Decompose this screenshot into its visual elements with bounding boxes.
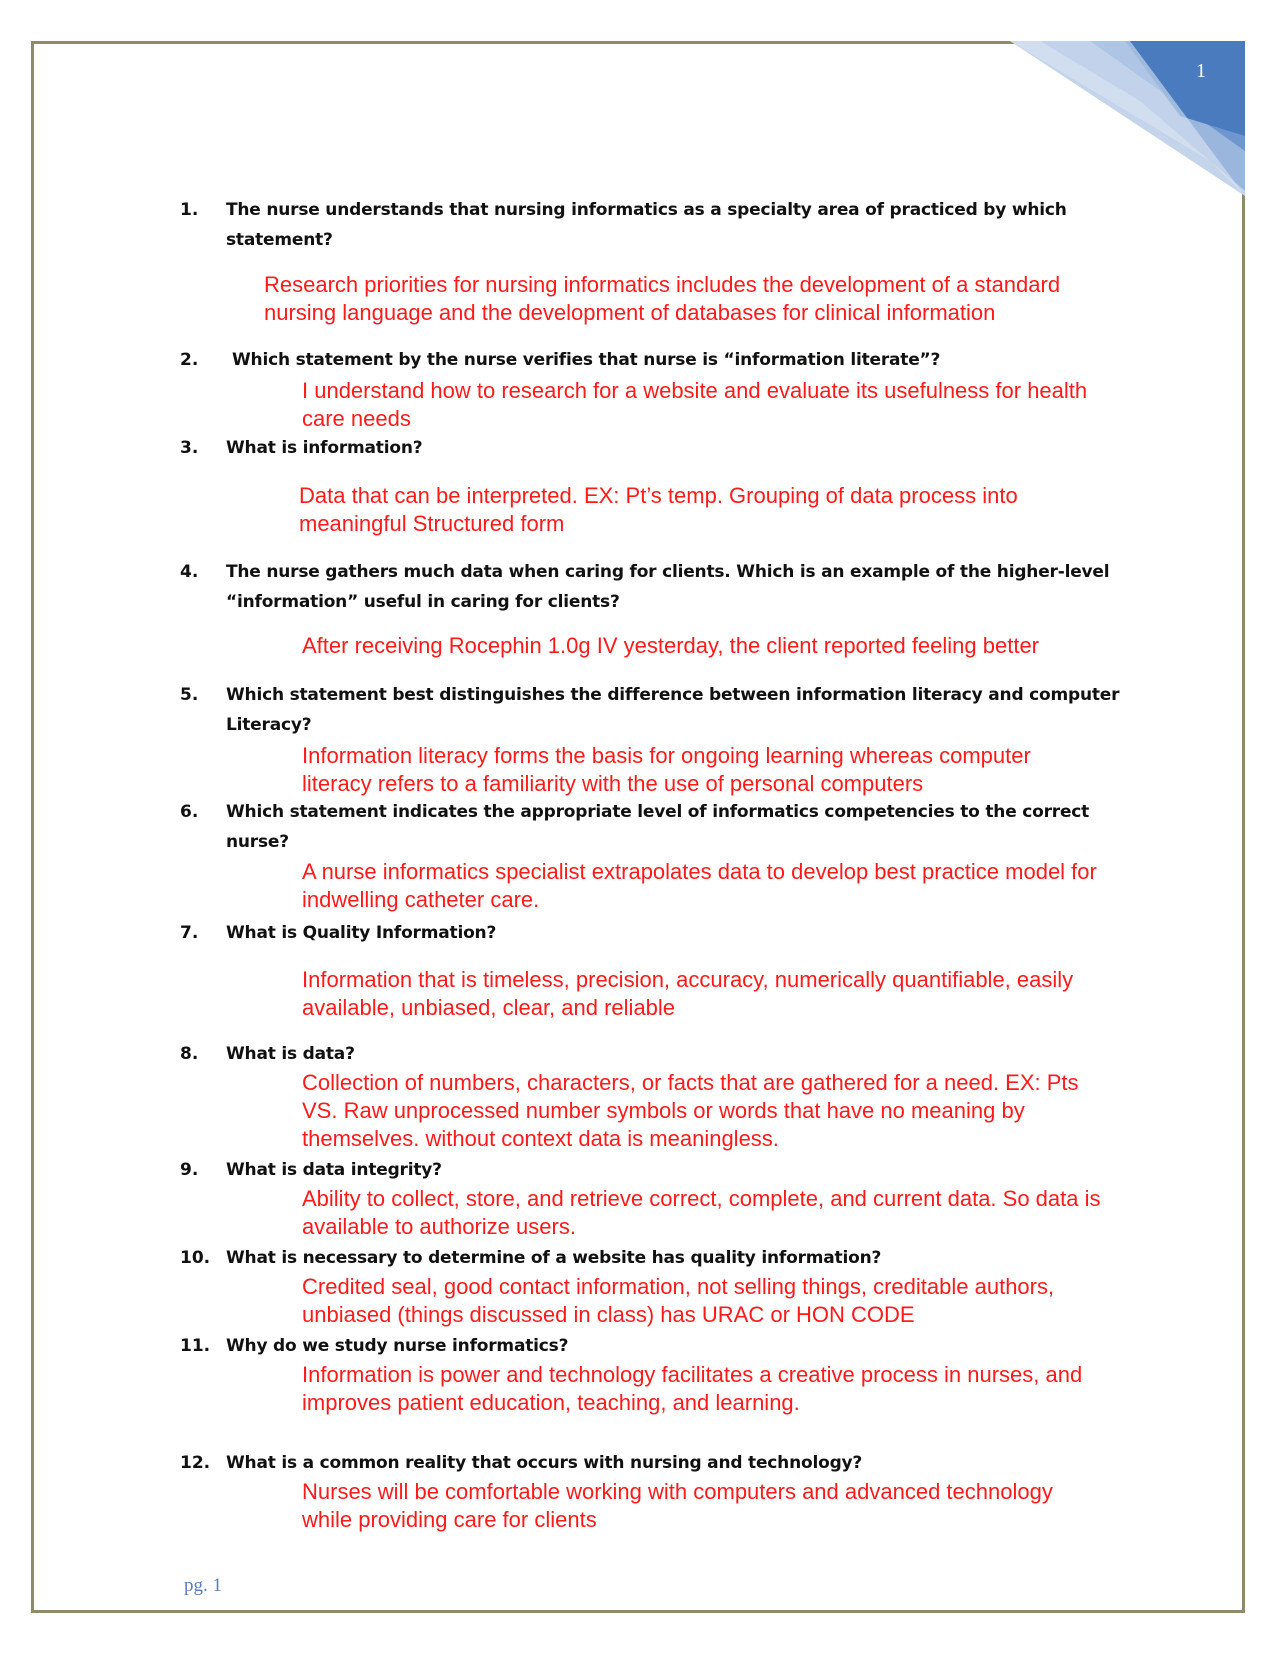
question-number: 7. bbox=[180, 923, 199, 943]
answer-text: Collection of numbers, characters, or facts that are gathered for a need. EX: Pts VS. Raw unprocessed number symbols or words that have no meaning by themselves. without context data is meaningless. bbox=[302, 1070, 1079, 1151]
question-number: 10. bbox=[180, 1248, 211, 1268]
question-number: 11. bbox=[180, 1336, 211, 1356]
question-number: 6. bbox=[180, 802, 199, 822]
question-number: 8. bbox=[180, 1044, 199, 1064]
question-number: 12. bbox=[180, 1453, 211, 1473]
question-number: 2. bbox=[180, 350, 199, 370]
question-number: 4. bbox=[180, 562, 199, 582]
question-text: What is Quality Information? bbox=[226, 923, 497, 943]
question-text: Which statement indicates the appropriate level of informatics competencies to the correct nurse? bbox=[226, 802, 1090, 852]
question-text: Which statement best distinguishes the difference between information literacy and computer Literacy? bbox=[226, 685, 1120, 735]
question-text: The nurse understands that nursing informatics as a specialty area of practiced by which statement? bbox=[226, 200, 1067, 250]
answer-text: I understand how to research for a website and evaluate its usefulness for health care needs bbox=[302, 378, 1088, 431]
question-number: 3. bbox=[180, 438, 199, 458]
question-number: 9. bbox=[180, 1160, 199, 1180]
footer-page-label: pg. 1 bbox=[184, 1575, 222, 1596]
answer-text: Information is power and technology facilitates a creative process in nurses, and improves patient education, teaching, and learning. bbox=[302, 1362, 1083, 1415]
question-text: Why do we study nurse informatics? bbox=[226, 1336, 569, 1356]
question-number: 5. bbox=[180, 685, 199, 705]
answer-text: Information literacy forms the basis for ongoing learning whereas computer literacy refers to a familiarity with the use of personal computers bbox=[302, 743, 1031, 796]
answer-text: Information that is timeless, precision, accuracy, numerically quantifiable, easily available, unbiased, clear, and reliable bbox=[302, 967, 1074, 1020]
page-number: 1 bbox=[1196, 60, 1206, 82]
question-text: What is a common reality that occurs with nursing and technology? bbox=[226, 1453, 863, 1473]
answer-text: Data that can be interpreted. EX: Pt’s temp. Grouping of data process into meaningful Structured form bbox=[299, 483, 1018, 536]
answer-text: Ability to collect, store, and retrieve correct, complete, and current data. So data is available to authorize users. bbox=[302, 1186, 1101, 1239]
answer-text: Credited seal, good contact information, not selling things, creditable authors, unbiased (things discussed in class) has URAC or HON CODE bbox=[302, 1274, 1055, 1327]
question-text: What is data? bbox=[226, 1044, 355, 1064]
question-text: The nurse gathers much data when caring for clients. Which is an example of the higher-level “information” useful in caring for clients? bbox=[226, 562, 1110, 612]
question-text: What is data integrity? bbox=[226, 1160, 442, 1180]
question-text: What is necessary to determine of a website has quality information? bbox=[226, 1248, 882, 1268]
answer-text: Nurses will be comfortable working with computers and advanced technology while providing care for clients bbox=[302, 1479, 1053, 1532]
question-text: Which statement by the nurse verifies that nurse is “information literate”? bbox=[232, 350, 941, 370]
answer-text: A nurse informatics specialist extrapolates data to develop best practice model for indwelling catheter care. bbox=[302, 859, 1097, 912]
answer-text: Research priorities for nursing informatics includes the development of a standard nursing language and the development of databases for clinical information bbox=[264, 272, 1061, 325]
question-number: 1. bbox=[180, 200, 199, 220]
question-text: What is information? bbox=[226, 438, 423, 458]
answer-text: After receiving Rocephin 1.0g IV yesterday, the client reported feeling better bbox=[302, 633, 1040, 658]
